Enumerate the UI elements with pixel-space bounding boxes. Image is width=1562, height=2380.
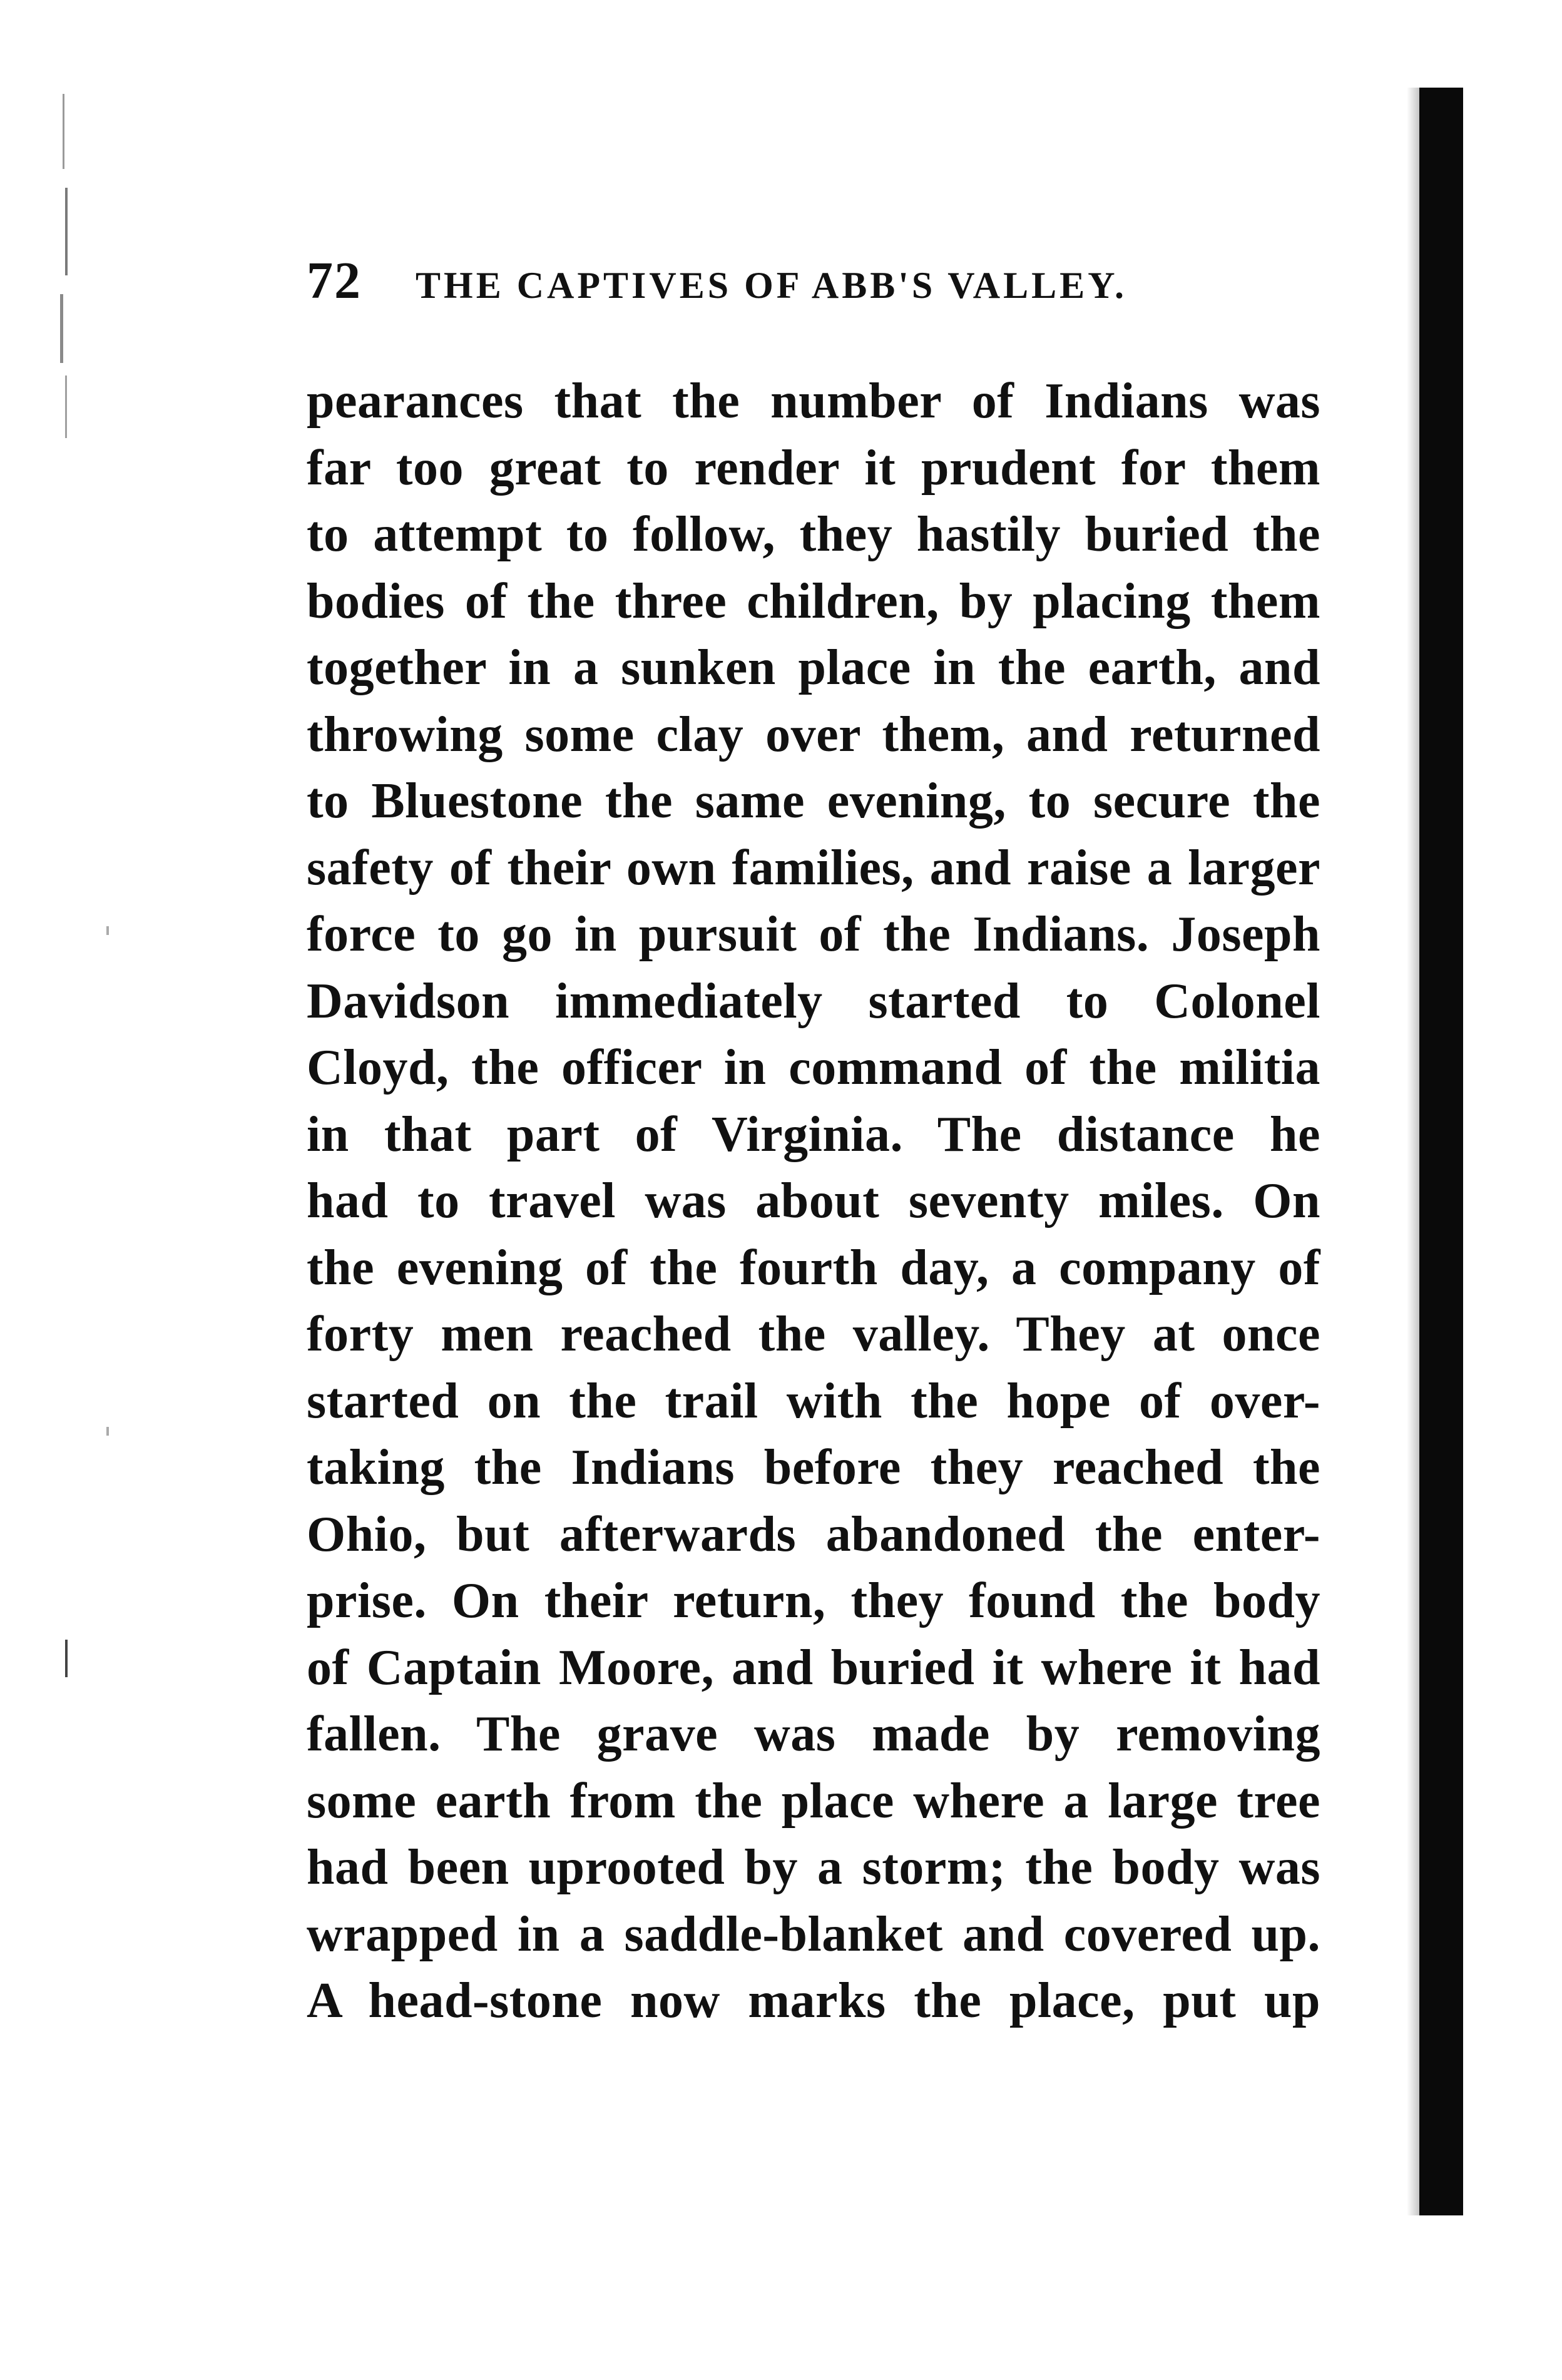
text-line: Ohio, but afterwards abandoned the enter- <box>307 1506 1320 1562</box>
text-line: taking the Indians before they reached the <box>307 1440 1320 1495</box>
text-line: bodies of the three children, by placing them <box>307 573 1320 629</box>
text-line: far too great to render it prudent for them <box>307 440 1320 496</box>
binding-shadow <box>1407 88 1421 2215</box>
text-line: prise. On their return, they found the body <box>307 1573 1320 1628</box>
text-line: Davidson immediately started to Colonel <box>307 973 1320 1029</box>
text-line: throwing some clay over them, and returned <box>307 707 1320 762</box>
text-line: of Captain Moore, and buried it where it had <box>307 1640 1320 1695</box>
text-line: the evening of the fourth day, a company of <box>307 1240 1320 1295</box>
scan-speck <box>65 1640 68 1677</box>
text-line: some earth from the place where a large tree <box>307 1773 1320 1829</box>
text-line: forty men reached the valley. They at once <box>307 1307 1320 1362</box>
scan-speck <box>65 188 68 275</box>
running-head: THE CAPTIVES OF ABB'S VALLEY. <box>416 265 1128 306</box>
text-line: together in a sunken place in the earth, and <box>307 640 1320 695</box>
text-line: A head-stone now marks the place, put up <box>307 1973 1320 2028</box>
body-text <box>307 368 1320 2035</box>
scan-speck <box>63 94 64 169</box>
text-line: in that part of Virginia. The distance he <box>307 1106 1320 1162</box>
text-line: safety of their own families, and raise a larger <box>307 840 1320 896</box>
binding-edge <box>1419 88 1463 2215</box>
scan-speck <box>106 1427 109 1436</box>
scan-speck <box>60 294 63 363</box>
scan-speck <box>106 926 109 935</box>
text-line: had been uprooted by a storm; the body was <box>307 1840 1320 1895</box>
text-line: to attempt to follow, they hastily buried the <box>307 507 1320 562</box>
scan-speck <box>65 375 67 438</box>
page-number: 72 <box>307 252 362 310</box>
text-line: to Bluestone the same evening, to secure the <box>307 774 1320 829</box>
text-line: force to go in pursuit of the Indians. Joseph <box>307 907 1320 962</box>
text-line: had to travel was about seventy miles. On <box>307 1173 1320 1228</box>
text-line: fallen. The grave was made by removing <box>307 1707 1320 1762</box>
text-line: pearances that the number of Indians was <box>307 374 1320 429</box>
text-line: Cloyd, the officer in command of the militia <box>307 1040 1320 1095</box>
text-line: started on the trail with the hope of over- <box>307 1373 1320 1429</box>
text-line: wrapped in a saddle-blanket and covered up. <box>307 1906 1320 1962</box>
page-header <box>307 250 1320 319</box>
